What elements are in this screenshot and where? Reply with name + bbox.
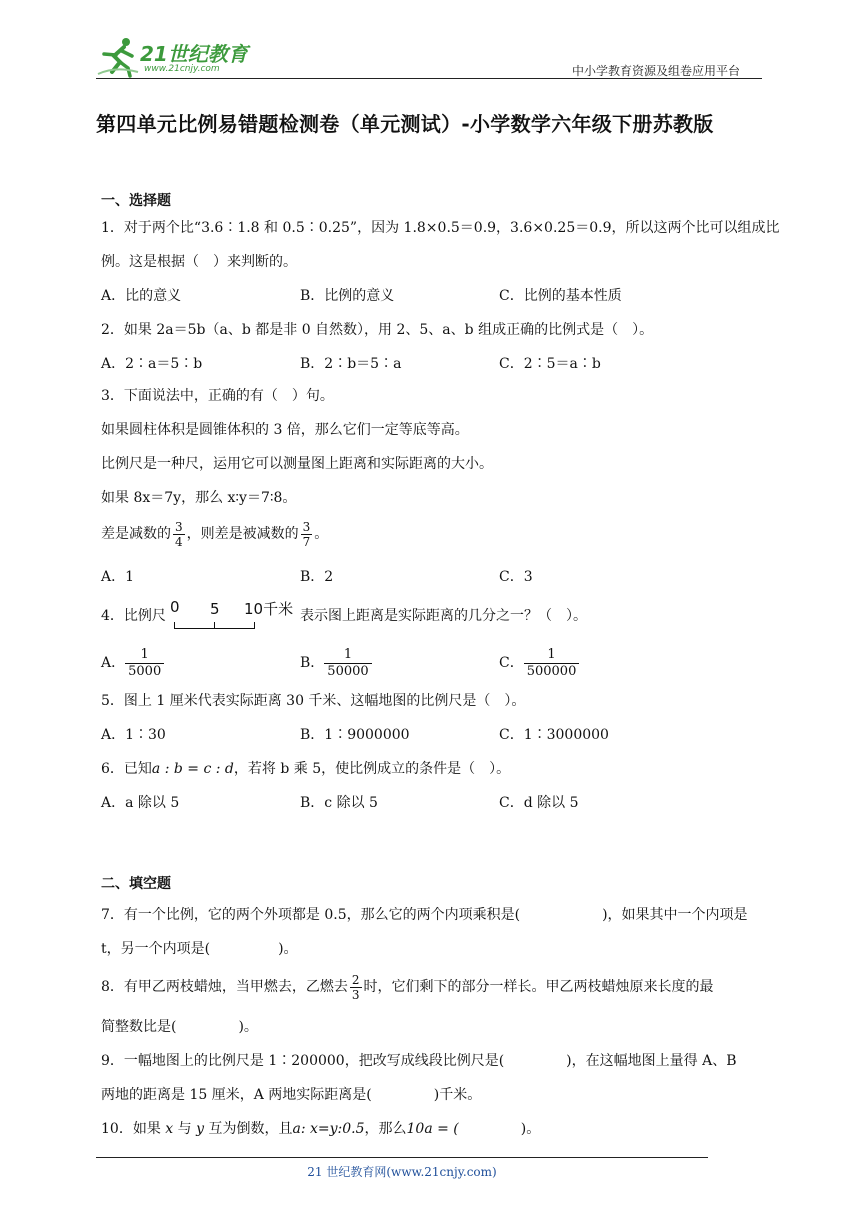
q3-statement-4 [101, 518, 328, 550]
q5-option-a[interactable]: A．1∶30 [101, 727, 166, 743]
q1-line1: 1．对于两个比“3.6∶1.8 和 0.5∶0.25”，因为 1.8×0.5＝0.9，3.6×0.25＝0.9，所以这两个比可以组成比 [101, 220, 780, 236]
option-label: C． [499, 655, 524, 671]
q1-line2: 例。这是根据（ ）来判断的。 [101, 254, 297, 270]
q3-s4-text-a: 差是减数的 [101, 526, 171, 542]
fraction [173, 520, 185, 549]
q5-stem: 5．图上 1 厘米代表实际距离 30 千米、这幅地图的比例尺是（ ）。 [101, 693, 526, 709]
q1-option-a[interactable]: A．比的意义 [101, 288, 182, 304]
q4-stem-a: 4．比例尺 [101, 608, 166, 624]
q8-line1 [101, 970, 714, 1004]
q10-text-c: 互为倒数，且 [208, 1121, 293, 1137]
q9-text-d: )千米。 [433, 1087, 482, 1103]
fraction-numerator: 1 [524, 647, 580, 664]
q7-line1 [101, 905, 748, 925]
q6-expression: a : b = c : d [151, 761, 234, 777]
fraction-numerator: 3 [175, 519, 183, 534]
scale-tick [214, 622, 215, 629]
fraction [524, 647, 580, 680]
q7-line2 [101, 939, 298, 959]
scale-label-0: 0 [170, 598, 180, 616]
fraction-numerator: 1 [324, 647, 371, 664]
q8-text-b: 时，它们剩下的部分一样长。甲乙两枝蜡烛原来长度的最 [363, 979, 714, 995]
q3-stem: 3．下面说法中，正确的有（ ）句。 [101, 388, 334, 404]
scale-label-5: 5 [210, 600, 220, 618]
q10-expression: a: x=y:0.5 [292, 1121, 365, 1137]
scale-bar-figure [168, 598, 298, 632]
q5-option-c[interactable]: C．1∶3000000 [499, 727, 609, 743]
q10-text-d: ，那么 [364, 1121, 407, 1137]
q3-option-a[interactable]: A．1 [101, 569, 135, 585]
q8-text-d: )。 [238, 1019, 258, 1035]
q10-text-f: )。 [520, 1121, 541, 1137]
q10-text-b: 与 [177, 1121, 192, 1137]
q3-option-b[interactable]: B．2 [300, 569, 334, 585]
fraction-numerator: 2 [351, 972, 360, 987]
q2-option-b[interactable]: B．2∶b＝5∶a [300, 356, 402, 372]
q3-option-c[interactable]: C．3 [499, 569, 533, 585]
section-heading-choice: 一、选择题 [101, 193, 171, 209]
header-rule [96, 78, 762, 79]
q3-statement-1: 如果圆柱体积是圆锥体积的 3 倍，那么它们一定等底等高。 [101, 422, 469, 438]
option-label: A． [101, 655, 126, 671]
q10-text-a: 10．如果 [101, 1121, 161, 1137]
q7-text-c: t，另一个内项是( [101, 941, 211, 957]
q6-option-b[interactable]: B．c 除以 5 [300, 795, 378, 811]
q10-var-x: x [165, 1121, 174, 1137]
logo-url: www.21cnjy.com [144, 64, 220, 74]
scale-label-10km: 10千米 [244, 600, 294, 618]
fraction-denominator: 4 [175, 534, 183, 549]
footer-text: 21 世纪教育网(www.21cnjy.com) [307, 1165, 497, 1179]
fraction-numerator: 3 [302, 519, 311, 534]
q4-option-a[interactable] [101, 646, 164, 680]
q7-text-a: 7．有一个比例，它的两个外项都是 0.5，那么它的两个内项乘积是( [101, 907, 521, 923]
q3-s4-text-c: 。 [314, 526, 329, 542]
q6-option-c[interactable]: C．d 除以 5 [499, 795, 579, 811]
q9-text-a: 9．一幅地图上的比例尺是 1∶200000，把改写成线段比例尺是( [101, 1053, 505, 1069]
q8-text-c: 简整数比是( [101, 1019, 177, 1035]
q7-text-b: )，如果其中一个内项是 [602, 907, 748, 923]
q9-text-b: )，在这幅地图上量得 A、B [566, 1053, 737, 1069]
q6-text-a: 6．已知 [101, 761, 152, 777]
platform-name: 中小学教育资源及组卷应用平台 [572, 64, 741, 78]
fraction-denominator: 50000 [327, 663, 369, 679]
q9-text-c: 两地的距离是 15 厘米，A 两地实际距离是( [101, 1087, 372, 1103]
option-label: B． [300, 655, 325, 671]
q8-text-a: 8．有甲乙两枝蜡烛，当甲燃去，乙燃去 [101, 979, 348, 995]
q5-option-b[interactable]: B．1∶9000000 [300, 727, 410, 743]
q10-var-y: y [196, 1121, 205, 1137]
logo [96, 34, 266, 80]
fraction-numerator: 1 [125, 647, 164, 664]
runner-logo-icon [96, 34, 140, 78]
q9-line2 [101, 1085, 481, 1105]
q1-option-b[interactable]: B．比例的意义 [300, 288, 395, 304]
scale-tick [174, 622, 175, 629]
page-title: 第四单元比例易错题检测卷（单元测试）-小学数学六年级下册苏教版 [96, 112, 714, 136]
q10-expression-2: 10a = ( [406, 1121, 459, 1137]
q4-option-b[interactable] [300, 646, 372, 680]
q2-option-c[interactable]: C．2∶5＝a∶b [499, 356, 601, 372]
q8-line2 [101, 1017, 258, 1037]
q6-text-b: ，若将 b 乘 5，使比例成立的条件是（ ）。 [233, 761, 511, 777]
q3-statement-3: 如果 8x＝7y，那么 x∶y＝7∶8。 [101, 490, 297, 506]
section-heading-fill: 二、填空题 [101, 876, 171, 892]
fraction [350, 973, 362, 1002]
fraction-denominator: 500000 [526, 663, 577, 679]
q2-stem: 2．如果 2a＝5b（a、b 都是非 0 自然数），用 2、5、a、b 组成正确的比例式是（ ）。 [101, 322, 654, 338]
logo-text: 21世纪教育 [140, 42, 248, 66]
fraction-denominator: 3 [351, 987, 360, 1002]
q4-option-c[interactable] [499, 646, 579, 680]
q1-option-c[interactable]: C．比例的基本性质 [499, 288, 622, 304]
scale-tick [254, 622, 255, 629]
q6-option-a[interactable]: A．a 除以 5 [101, 795, 180, 811]
q4-stem-b: 表示图上距离是实际距离的几分之一？（ ）。 [300, 608, 587, 624]
q7-text-d: )。 [278, 941, 298, 957]
fraction [125, 647, 164, 680]
fraction [301, 520, 313, 549]
q10-line [101, 1119, 540, 1139]
q9-line1 [101, 1051, 736, 1071]
fraction [324, 647, 371, 680]
q6-stem [101, 759, 510, 779]
q3-statement-2: 比例尺是一种尺，运用它可以测量图上距离和实际距离的大小。 [101, 456, 493, 472]
footer-rule [96, 1157, 708, 1158]
q3-s4-text-b: ，则差是被减数的 [186, 526, 299, 542]
q2-option-a[interactable]: A．2∶a＝5∶b [101, 356, 203, 372]
fraction-denominator: 5000 [128, 663, 162, 679]
fraction-denominator: 7 [302, 534, 311, 549]
